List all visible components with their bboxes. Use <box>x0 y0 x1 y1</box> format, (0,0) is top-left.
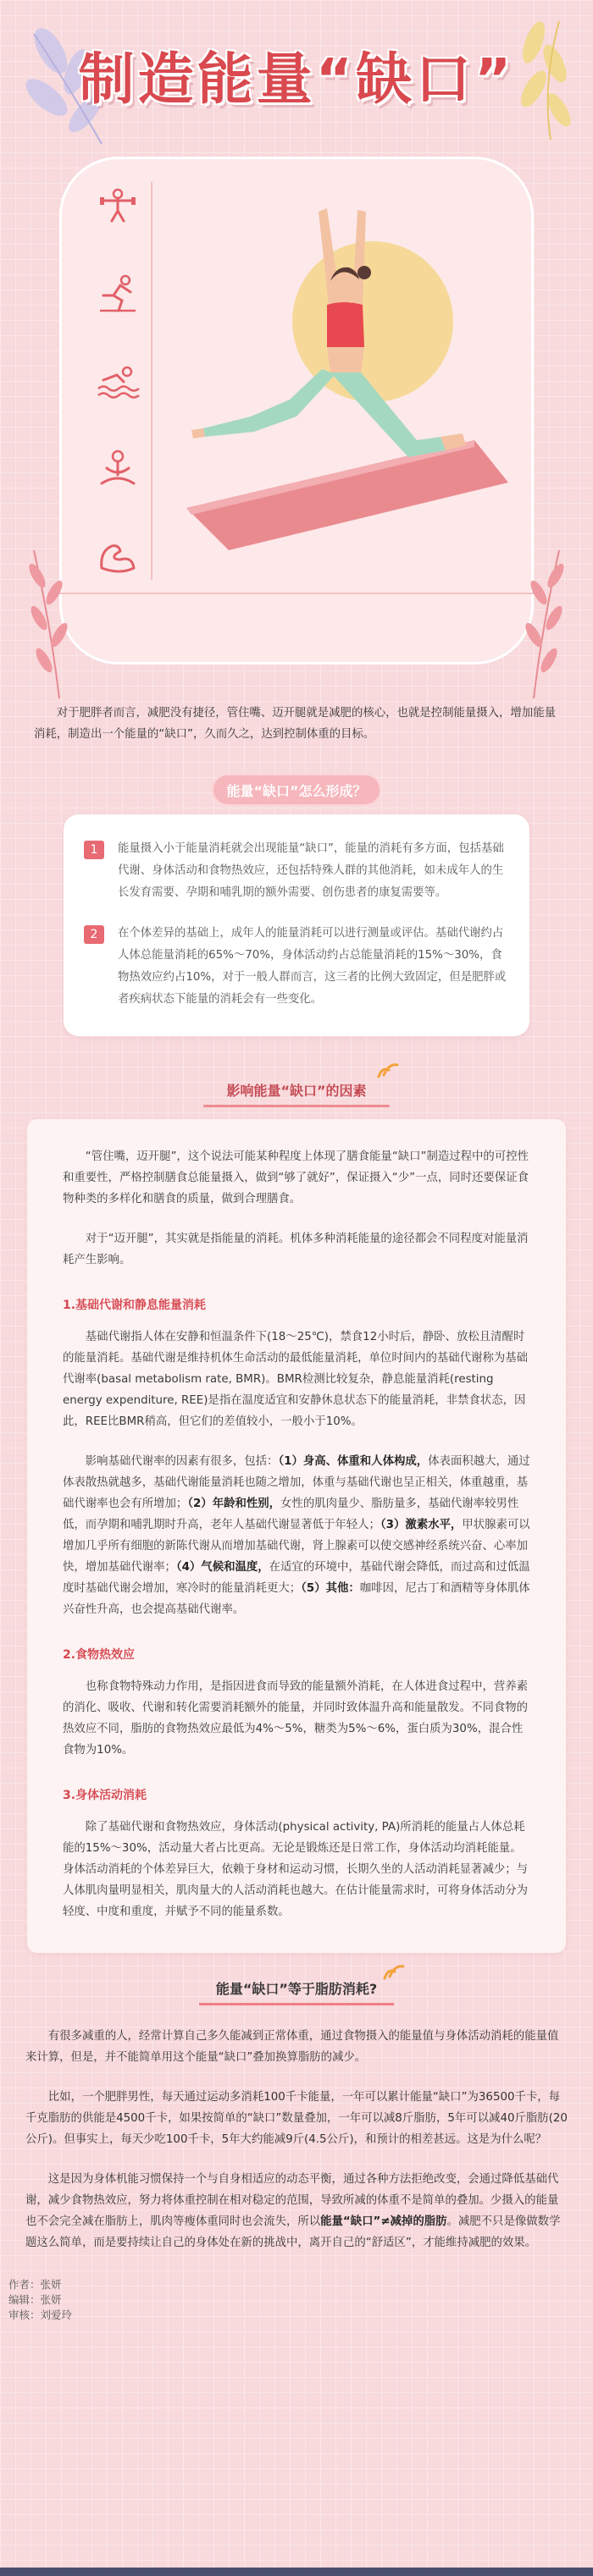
text-run: 甲状腺素可以增加几乎所有细胞的新陈代谢从而增加基础代谢，肾上腺素可以使交感神经系统兴奋、心率加快，增加基础代谢率； <box>63 1519 530 1574</box>
subheading: 1.基础代谢和静息能量消耗 <box>63 1299 207 1312</box>
paragraph: “管住嘴，迈开腿”，这个说法可能某种程度上体现了膳食能量“缺口”制造过程中的可控性和重要性，严格控制膳食总能量摄入，做到“够了就好”，保证摄入“少”一点，同时还要保证食物种类的多样化和膳食的质量，做到合理膳食。 <box>63 1150 529 1205</box>
paragraph: 也称食物特殊动力作用，是指因进食而导致的能量额外消耗，在人体进食过程中，营养素的消化、吸收、代谢和转化需要消耗额外的能量，并同时致体温升高和能量散发。不同食物的热效应不同，脂肪的食物热效应最低为4%～5%，糖类为5%～6%，蛋白质为30%，混合性食物为10%。 <box>63 1680 529 1757</box>
list-item-text: 能量摄入小于能量消耗就会出现能量“缺口”，能量的消耗有多方面，包括基础代谢、身体活动和食物热效应，还包括特殊人群的其他消耗，如未成年人的生长发育需要、孕期和哺乳期的额外需要、创伤患者的康复需要等。 <box>118 842 504 899</box>
paragraph: 比如，一个肥胖男性，每天通过运动多消耗100千卡能量，一年可以累计能量“缺口”为36500千卡，每千克脂肪的供能是4500千卡，如果按简单的“缺口”数量叠加，一年可以减8斤脂肪，5年可以减40斤脂肪(20公斤)。但事实上，每天少吃100千卡，5年大约能减9斤(4.5公斤)，和预计的相差甚远。这是为什么呢？ <box>25 2091 568 2146</box>
bold-run: （1）身高、体重和人体构成， <box>278 1455 429 1468</box>
branch-decoration-left <box>17 542 85 703</box>
list-item-text: 在个体差异的基础上，成年人的能量消耗可以进行测量或评估。基础代谢约占人体总能量消耗的65%～70%，身体活动约占总能量消耗的15%～30%，食物热效应约占10%，对于一般人群而言，这三者的比例大致固定，但是肥胖或者疾病状态下能量的消耗会有一些变化。 <box>118 927 507 1006</box>
number-badge: 2 <box>84 925 104 944</box>
intro-paragraph: 对于肥胖者而言，减肥没有捷径，管住嘴、迈开腿就是减肥的核心，也就是控制能量摄入，增加能量消耗，制造出一个能量的“缺口”，久而久之，达到控制体重的目标。 <box>34 707 556 741</box>
section2-card <box>27 1119 566 1953</box>
bold-run: （3）激素水平， <box>380 1519 463 1531</box>
credit-editor: 编辑：张妍 <box>8 2293 62 2306</box>
title-underline <box>203 1105 390 1107</box>
sparkle-icon <box>377 1062 399 1078</box>
section1-card <box>64 814 529 1036</box>
paragraph <box>25 2169 568 2253</box>
subheading: 3.身体活动消耗 <box>63 1789 147 1802</box>
bold-run: （4）气候和温度， <box>175 1561 269 1574</box>
branch-decoration-right <box>508 542 576 703</box>
page-title: 制造能量“缺口” <box>78 47 515 112</box>
yoga-figure-illustration <box>169 178 508 559</box>
text-run: 。减肥不只是像做数学题这么简单，而是要持续让自己的身体处在新的挑战中，离开自己的“舒适区”，才能维持减肥的效果。 <box>25 2215 561 2249</box>
factor-paragraph <box>63 1451 530 1620</box>
section3 <box>0 1978 593 2323</box>
text-run: 咖啡因，尼古丁和酒精等身体肌体兴奋性升高，也会提高基础代谢率。 <box>63 1582 530 1616</box>
list-item <box>84 838 509 904</box>
section2-heading <box>0 1080 593 1107</box>
swimming-icon <box>95 358 141 404</box>
paragraph: 对于“迈开腿”，其实就是指能量的消耗。机体多种消耗能量的途径都会不同程度对能量消耗产生影响。 <box>63 1233 529 1266</box>
hero-section <box>0 0 593 703</box>
bold-run: （2）年龄和性别， <box>187 1498 281 1510</box>
credit-reviewer: 审核：刘爱玲 <box>8 2308 73 2321</box>
text-run: 女性的肌肉量少、脂肪量多，基础代谢率较男性低，而孕期和哺乳期时升高，老年人基础代谢显著低于年轻人； <box>63 1498 519 1531</box>
paragraph: 除了基础代谢和食物热效应，身体活动(physical activity, PA)所消耗的能量占人体总耗能的15%～30%，活动量大者占比更高。无论是锻炼还是日常工作，身体活动均消耗能量。身体活动消耗的个体差异巨大，依赖于身材和运动习惯，长期久坐的人活动消耗显著减少；与人体肌肉量明显相关，肌肉量大的人活动消耗也越大。在估计能量需求时，可将身体活动分为轻度、中度和重度，并赋予不同的能量系数。 <box>63 1821 529 1918</box>
muscle-icon <box>95 534 141 580</box>
text-run: 体表面积越大，通过体表散热就越多，基础代谢能量消耗也随之增加，体重与基础代谢也呈正相关，体重越重，基础代谢率也会有所增加； <box>63 1455 530 1510</box>
activity-icon-column <box>85 182 152 580</box>
section1-title: 能量“缺口”怎么形成？ <box>212 774 381 806</box>
section3-body <box>25 2026 568 2253</box>
bold-run: （5）其他： <box>301 1582 360 1595</box>
number-badge: 1 <box>84 841 104 859</box>
bold-run: 能量“缺口”≠减掉的脂肪 <box>320 2215 447 2228</box>
subheading: 2.食物热效应 <box>63 1648 136 1662</box>
text-run: 在适宜的环境中，基础代谢会降低，而过高和过低温度时基础代谢会增加，寒冷时的能量消耗更大； <box>63 1561 530 1595</box>
sparkle-icon <box>383 1963 405 1980</box>
list-item <box>84 923 509 1011</box>
paragraph: 有很多减重的人，经常计算自己多久能减到正常体重，通过食物摄入的能量值与身体活动消耗的能量值来计算，但是，并不能简单用这个能量“缺口”叠加换算脂肪的减少。 <box>25 2030 559 2064</box>
hero-card-footer <box>59 593 534 665</box>
text-run: 影响基础代谢率的因素有很多，包括： <box>85 1455 279 1468</box>
meditation-icon <box>95 446 141 492</box>
weightlifting-icon <box>95 182 141 228</box>
footer-bar <box>0 2568 593 2576</box>
credits <box>8 2277 593 2323</box>
section2-title: 影响能量“缺口”的因素 <box>226 1083 367 1099</box>
text-run: 这是因为身体机能习惯保持一个与自身相适应的动态平衡，通过各种方法拒绝改变，会通过降低基础代谢，减少食物热效应，努力将体重控制在相对稳定的范围，导致所减的体重不是简单的叠加。少摄入的能量也不会完全减在脂肪上，肌肉等瘦体重同时也会流失，所以 <box>25 2173 559 2228</box>
credit-author: 作者：张妍 <box>8 2278 62 2291</box>
paragraph: 基础代谢指人体在安静和恒温条件下(18～25℃)，禁食12小时后，静卧、放松且清醒时的能量消耗。基础代谢是维持机体生命活动的最低能量消耗，单位时间内的基础代谢称为基础代谢率(basal metabolism rate, BMR)。BMR检测比较复杂，静息能量消耗(resting energy expenditure, REE)是指在温度适宜和安静休息状态下的能量消耗，非禁食状态，因此，REE比BMR稍高，但它们的差值较小，一般小于10%。 <box>63 1331 529 1428</box>
running-icon <box>95 270 141 316</box>
section3-title: 能量“缺口”等于脂肪消耗? <box>199 1978 394 2005</box>
